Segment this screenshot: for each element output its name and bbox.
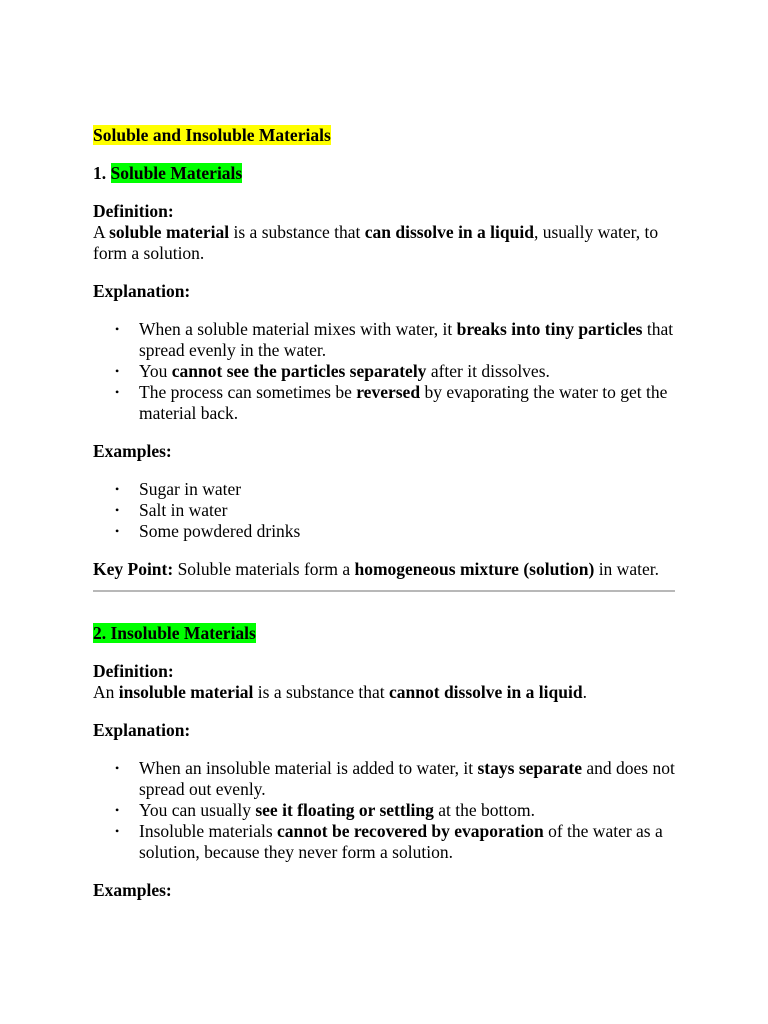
bullet-icon: •	[115, 524, 120, 538]
text-run: When a soluble material mixes with water, it	[139, 319, 457, 339]
section-1-examples-label: Examples:	[93, 441, 172, 461]
example-text: Salt in water	[139, 500, 228, 520]
list-item	[115, 319, 683, 361]
bold-run: soluble material	[109, 222, 230, 242]
example-text: Some powdered drinks	[139, 521, 301, 541]
bullet-icon: •	[115, 385, 120, 399]
text-run: at the bottom.	[433, 800, 536, 820]
text-run: A	[93, 222, 110, 242]
list-item	[115, 821, 683, 863]
text-run: .	[582, 682, 587, 702]
section-1-key-point	[93, 559, 683, 580]
list-item	[115, 521, 683, 542]
text-run: An	[93, 682, 119, 702]
bold-run: reversed	[356, 382, 421, 402]
bold-run: cannot see the particles separately	[171, 361, 427, 381]
list-item	[115, 800, 683, 821]
bold-run: cannot be recovered by evaporation	[277, 821, 544, 841]
text-run: Soluble materials form a	[173, 559, 355, 579]
section-2-definition	[93, 661, 683, 703]
text-run: is a substance that	[253, 682, 390, 702]
bold-run: homogeneous mixture (solution)	[354, 559, 595, 579]
section-1-number: 1.	[93, 163, 107, 183]
text-run: You can usually	[139, 800, 256, 820]
bold-run: can dissolve in a liquid	[364, 222, 534, 242]
section-1-examples-list	[93, 479, 683, 542]
bold-run: cannot dissolve in a liquid	[389, 682, 583, 702]
section-2-explanation-label: Explanation:	[93, 720, 191, 740]
bullet-icon: •	[115, 503, 120, 517]
bold-run: stays separate	[477, 758, 582, 778]
section-1-heading-highlight: Soluble Materials	[110, 163, 243, 183]
text-run: The process can sometimes be	[139, 382, 357, 402]
section-1-definition-text	[93, 222, 683, 264]
example-text: Sugar in water	[139, 479, 242, 499]
section-1-definition-label: Definition:	[93, 201, 174, 221]
section-divider	[93, 590, 675, 592]
section-2-definition-label: Definition:	[93, 661, 174, 681]
text-run: , usually water, to form a solution.	[93, 222, 659, 263]
bold-run: breaks into tiny particles	[456, 319, 643, 339]
document-title	[93, 125, 683, 146]
list-item	[115, 479, 683, 500]
title-highlight: Soluble and Insoluble Materials	[93, 125, 331, 145]
text-run: of the water as a solution, because they never form a solution.	[139, 821, 663, 862]
text-run: by evaporating the water to get the material back.	[139, 382, 668, 423]
bullet-icon: •	[115, 803, 120, 817]
text-run: that spread evenly in the water.	[139, 319, 674, 360]
document-content	[93, 125, 683, 918]
text-run: is a substance that	[229, 222, 365, 242]
section-1-explanation-label: Explanation:	[93, 281, 191, 301]
list-item	[115, 361, 683, 382]
section-2-heading-highlight: 2. Insoluble Materials	[93, 623, 256, 643]
bullet-icon: •	[115, 824, 120, 838]
section-2-definition-text	[93, 682, 683, 703]
bold-run: see it floating or settling	[255, 800, 434, 820]
text-run: When an insoluble material is added to water, it	[139, 758, 478, 778]
section-1-definition	[93, 201, 683, 264]
bullet-icon: •	[115, 364, 120, 378]
bold-run: insoluble material	[118, 682, 254, 702]
key-point-label: Key Point:	[93, 559, 174, 579]
list-item	[115, 500, 683, 521]
text-run: in water.	[594, 559, 659, 579]
section-1-heading	[93, 163, 683, 184]
list-item	[115, 758, 683, 800]
section-1-explanation-list	[93, 319, 683, 424]
section-2-examples-label: Examples:	[93, 880, 172, 900]
bullet-icon: •	[115, 322, 120, 336]
bullet-icon: •	[115, 482, 120, 496]
text-run: after it dissolves.	[426, 361, 550, 381]
text-run: and does not spread out evenly.	[139, 758, 675, 799]
text-run: You	[139, 361, 172, 381]
list-item	[115, 382, 683, 424]
section-2-heading	[93, 623, 683, 644]
text-run: Insoluble materials	[139, 821, 278, 841]
section-2-explanation-list	[93, 758, 683, 863]
bullet-icon: •	[115, 761, 120, 775]
